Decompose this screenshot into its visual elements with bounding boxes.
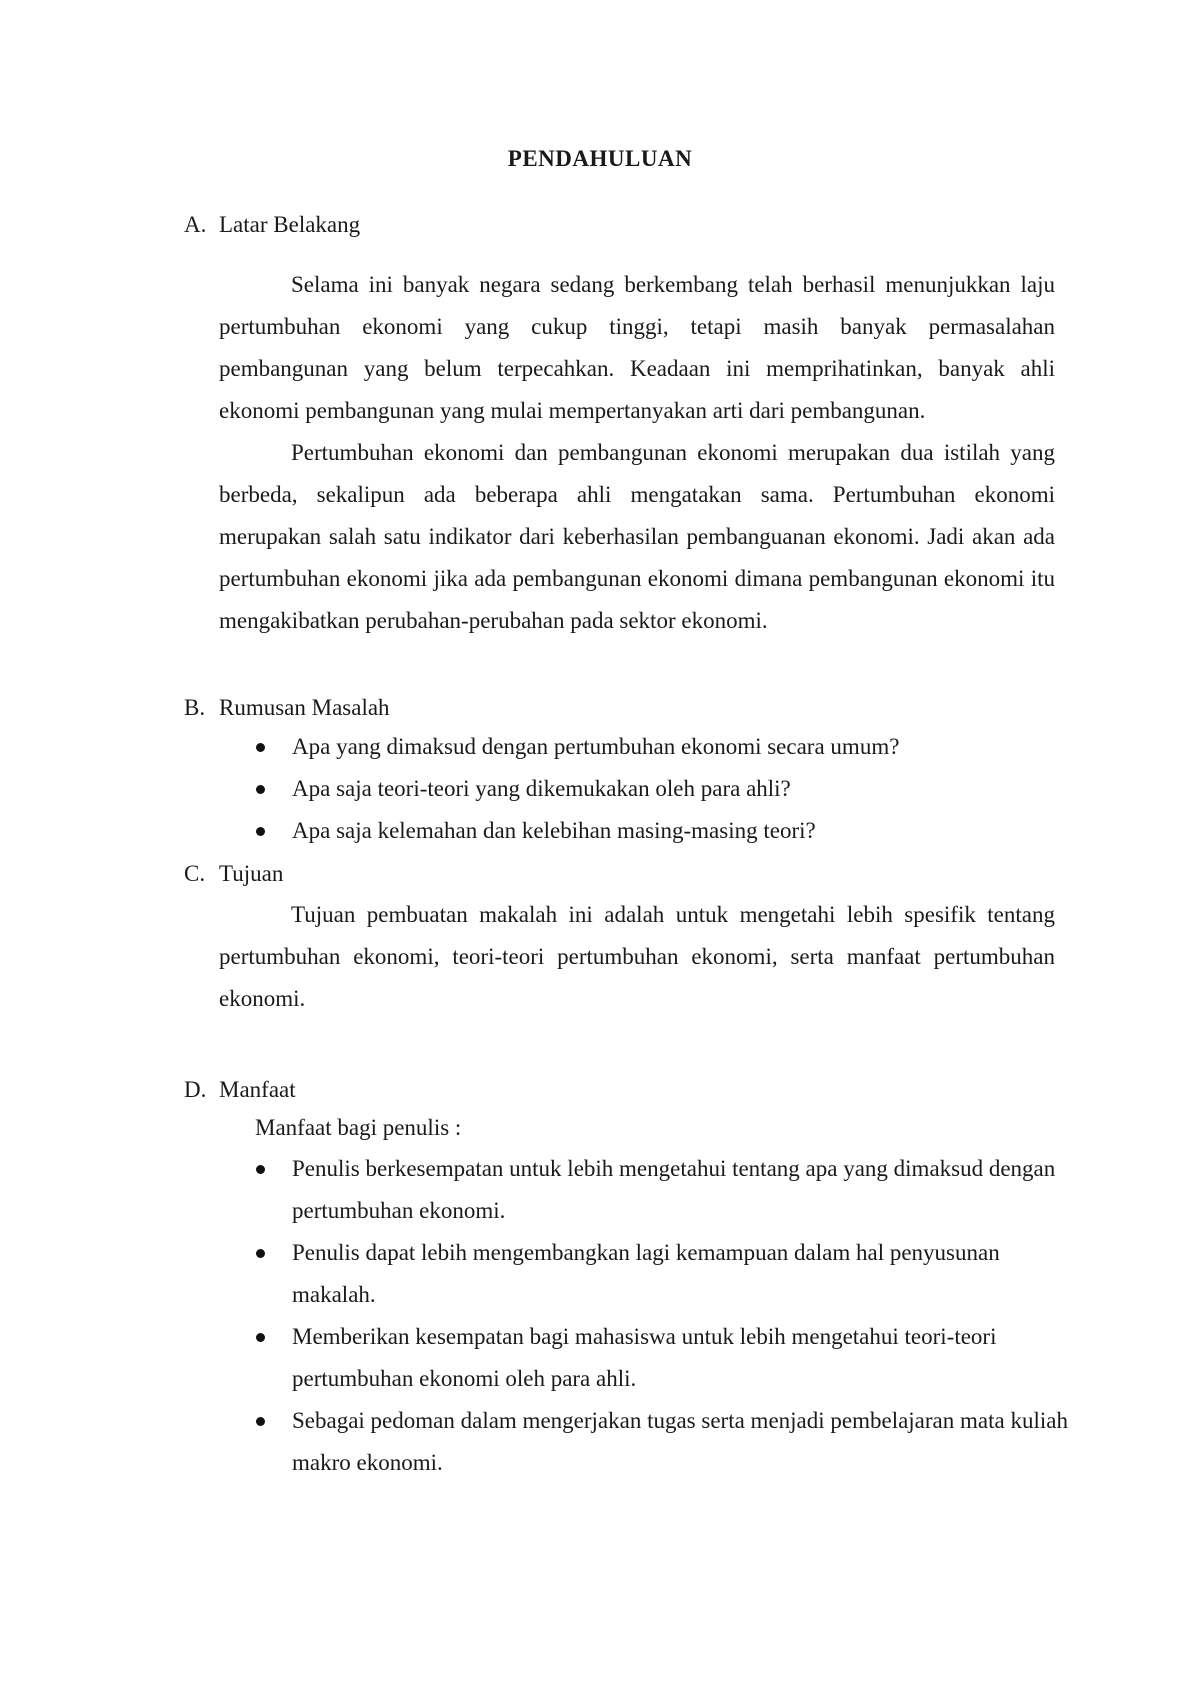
bullet-icon [256,1333,265,1342]
bullet-icon [256,1165,265,1174]
list-item: Apa yang dimaksud dengan pertumbuhan ekonomi secara umum? [292,734,900,759]
section-a-paragraph-2: Pertumbuhan ekonomi dan pembangunan ekonomi merupakan dua istilah yang berbeda, sekalipun ada beberapa ahli mengatakan sama. Pertumbuhan ekonomi merupakan salah satu indikator dari keberhasilan pembanguanan ekonomi. Jadi akan ada pertumbuhan ekonomi jika ada pembangunan ekonomi dimana pembangunan ekonomi itu mengakibatkan perubahan-perubahan pada sektor ekonomi. [219,440,1055,633]
page-title: PENDAHULUAN [507,146,693,171]
bullet-icon [256,827,265,836]
section-d-title: Manfaat [219,1077,296,1102]
section-a-heading [184,210,360,240]
section-a-letter: A. [184,212,207,237]
list-item: Penulis berkesempatan untuk lebih mengetahui tentang apa yang dimaksud dengan pertumbuhan ekonomi. [292,1156,1056,1223]
section-d-intro: Manfaat bagi penulis : [255,1115,462,1140]
section-c-letter: C. [184,861,206,886]
section-b-heading [184,693,390,723]
bullet-icon [256,1417,265,1426]
list-item: Penulis dapat lebih mengembangkan lagi kemampuan dalam hal penyusunan makalah. [292,1240,1000,1307]
section-d-heading [184,1075,296,1105]
section-a-paragraph-1: Selama ini banyak negara sedang berkembang telah berhasil menunjukkan laju pertumbuhan ekonomi yang cukup tinggi, tetapi masih banyak permasalahan pembangunan yang belum terpecahkan. Keadaan ini memprihatinkan, banyak ahli ekonomi pembangunan yang mulai mempertanyakan arti dari pembangunan. [219,272,1055,423]
section-a-title: Latar Belakang [219,212,361,237]
list-item: Sebagai pedoman dalam mengerjakan tugas serta menjadi pembelajaran mata kuliah makro ekonomi. [292,1408,1068,1475]
bullet-icon [256,1249,265,1258]
bullet-icon [256,785,265,794]
section-b-letter: B. [184,695,206,720]
bullet-icon [256,743,265,752]
section-c-paragraph: Tujuan pembuatan makalah ini adalah untuk mengetahi lebih spesifik tentang pertumbuhan ekonomi, teori-teori pertumbuhan ekonomi, serta manfaat pertumbuhan ekonomi. [219,902,1055,1011]
section-c-title: Tujuan [219,861,284,886]
list-item: Apa saja kelemahan dan kelebihan masing-masing teori? [292,818,816,843]
list-item: Apa saja teori-teori yang dikemukakan oleh para ahli? [292,776,791,801]
section-d-letter: D. [184,1077,207,1102]
section-b-title: Rumusan Masalah [219,695,390,720]
section-c-heading [184,859,283,889]
list-item: Memberikan kesempatan bagi mahasiswa untuk lebih mengetahui teori-teori pertumbuhan ekonomi oleh para ahli. [292,1324,997,1391]
